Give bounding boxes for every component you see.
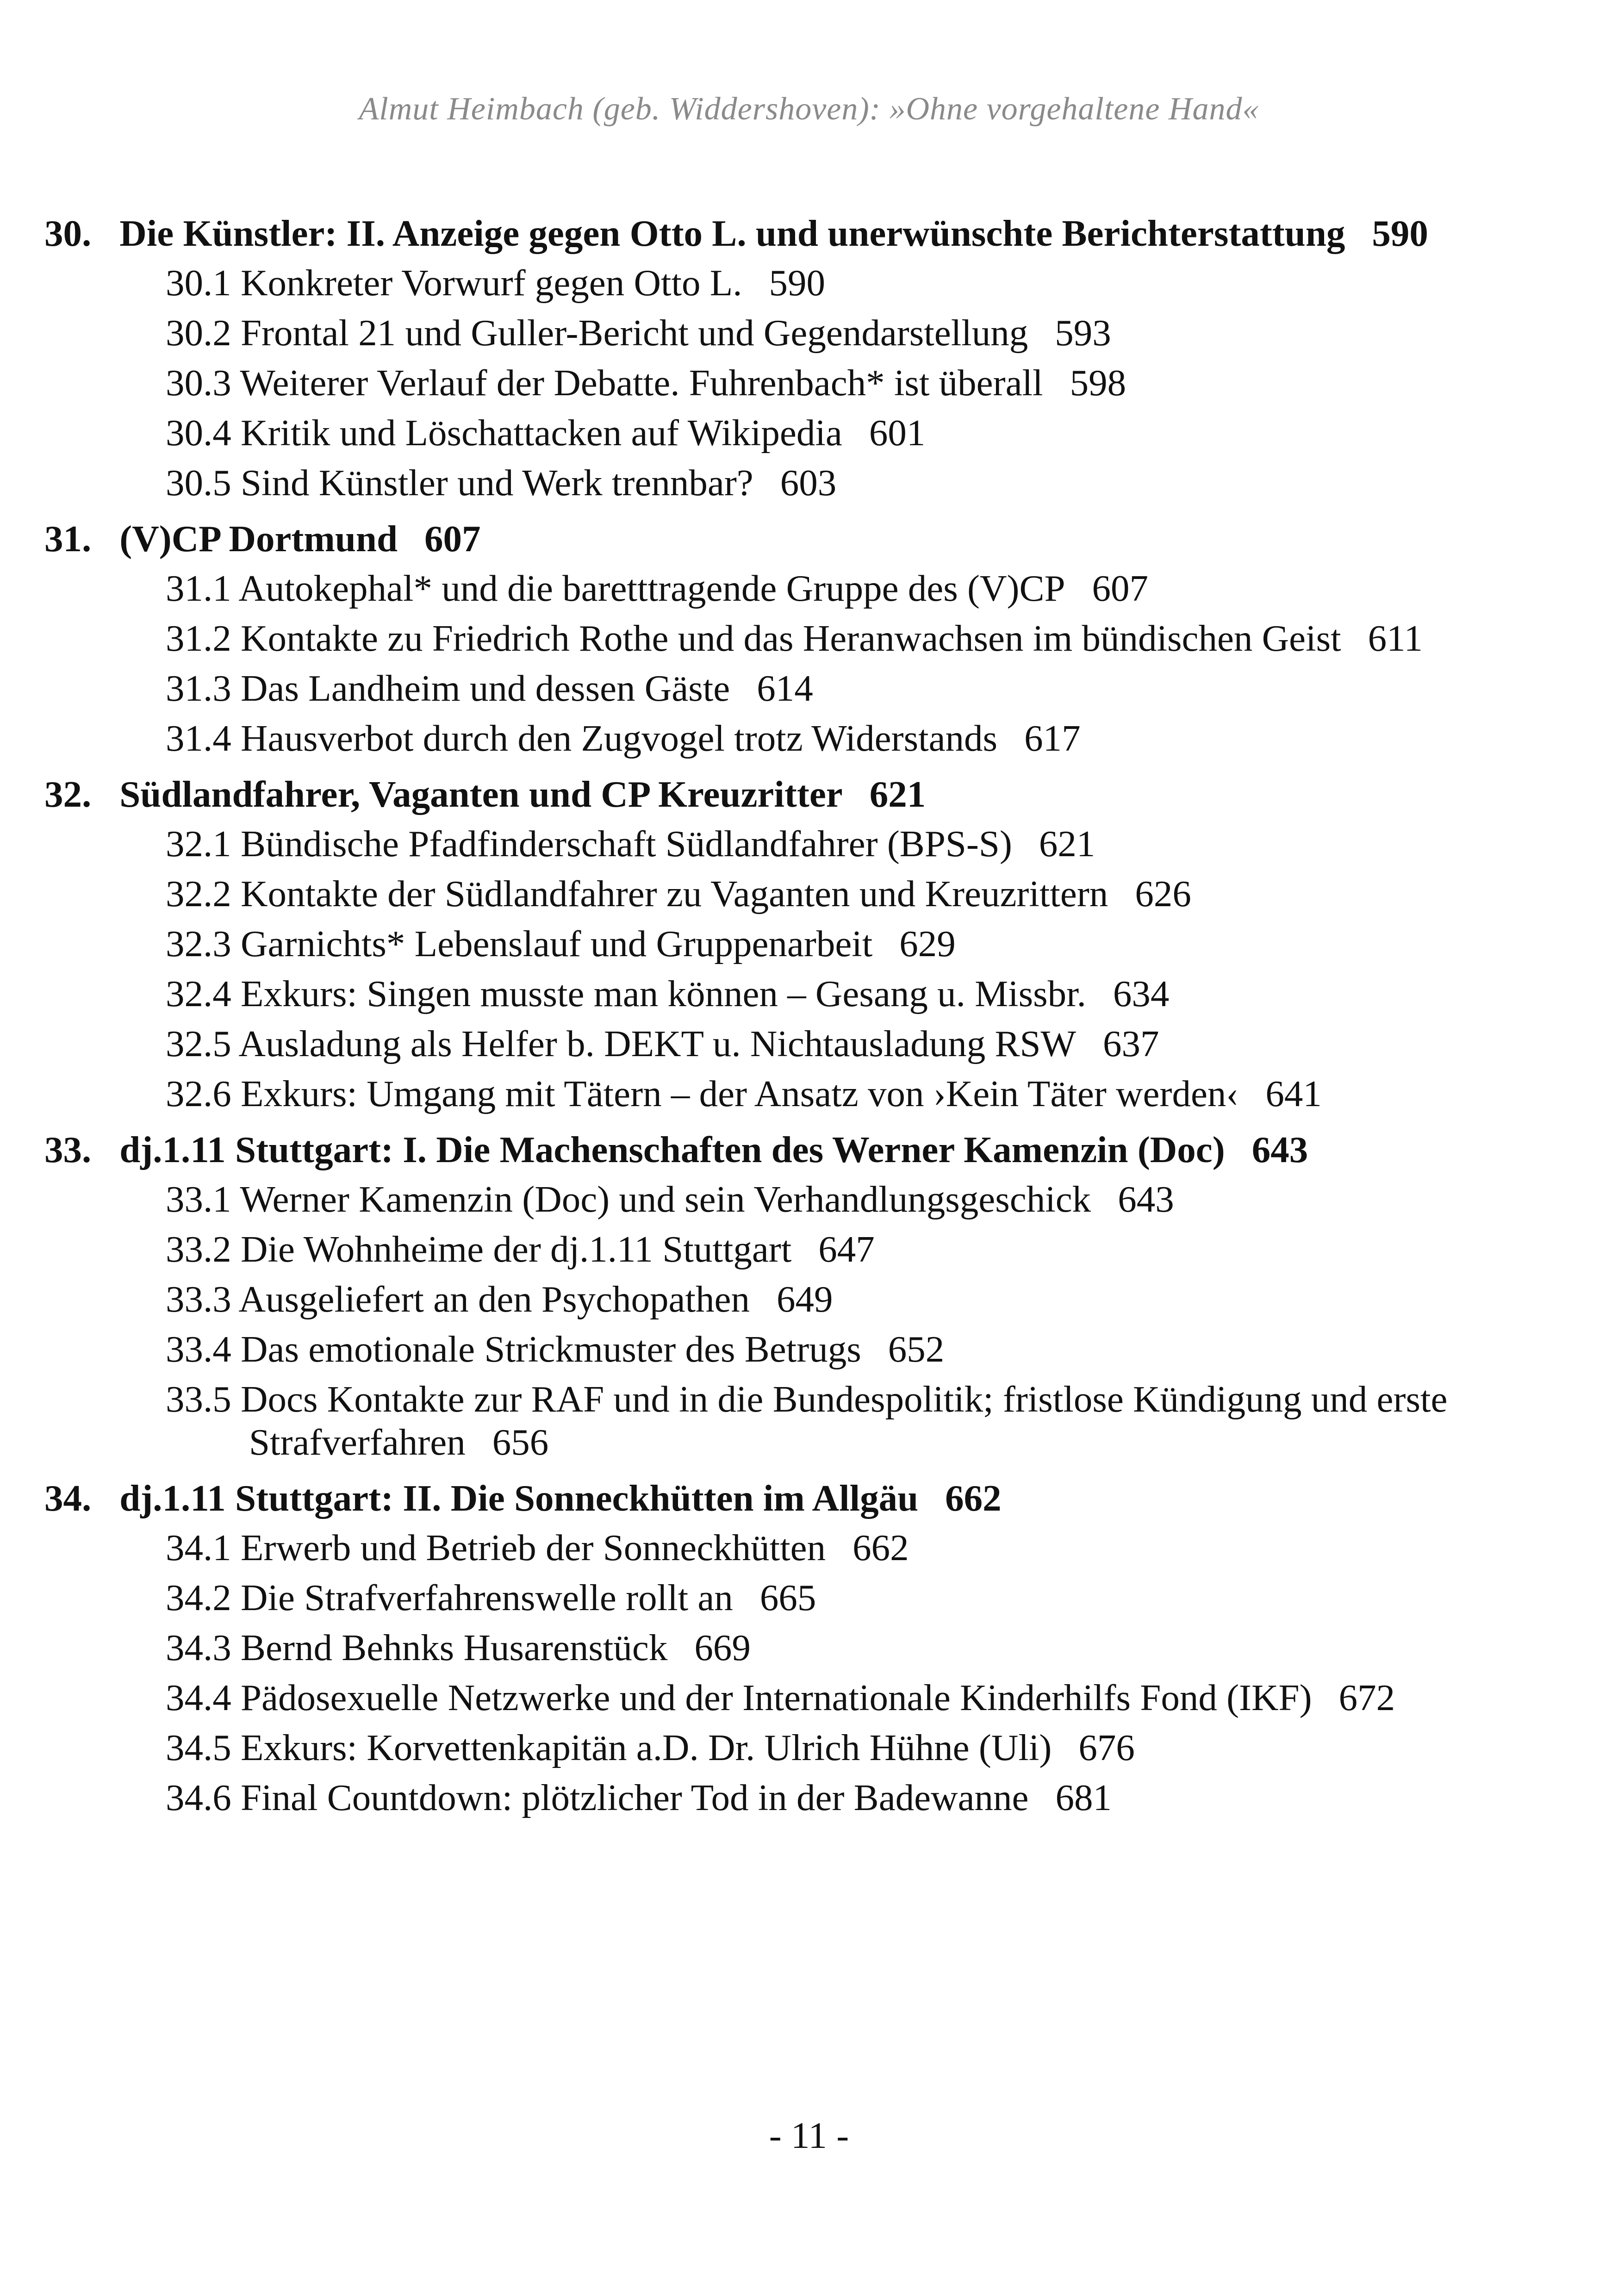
section-number: 33.3 (166, 1278, 231, 1320)
section-title: Sind Künstler und Werk trennbar? (241, 462, 753, 504)
section-number: 33.5 (166, 1378, 231, 1420)
toc-entry (110, 822, 1545, 865)
section-number: 32.3 (166, 923, 231, 964)
toc-entry (110, 1726, 1545, 1769)
toc-entry (110, 1072, 1545, 1115)
section-title: Exkurs: Korvettenkapitän a.D. Dr. Ulrich Hühne (Uli) (241, 1727, 1052, 1768)
section-page: 643 (1118, 1178, 1174, 1220)
section-page: 621 (1039, 823, 1095, 865)
toc-chapter-31 (44, 517, 1545, 760)
section-number: 30.2 (166, 312, 231, 354)
toc-entry (110, 972, 1545, 1015)
section-title: Autokephal* und die baretttragende Gruppe des (V)CP (238, 567, 1065, 609)
section-page: 672 (1338, 1677, 1395, 1718)
section-number: 33.4 (166, 1328, 231, 1370)
toc-entry (110, 361, 1545, 404)
section-number: 34.6 (166, 1777, 231, 1818)
section-number: 30.3 (166, 362, 231, 404)
section-page: 634 (1113, 973, 1170, 1014)
section-list (110, 567, 1545, 760)
section-title: Exkurs: Singen musste man können – Gesang u. Missbr. (241, 973, 1086, 1014)
section-list (110, 261, 1545, 504)
section-number: 32.1 (166, 823, 231, 865)
chapter-page: 590 (1372, 212, 1428, 254)
section-page: 647 (818, 1228, 875, 1270)
page-number: - 11 - (769, 2115, 849, 2156)
section-number: 32.2 (166, 873, 231, 915)
section-page: 676 (1078, 1727, 1135, 1768)
section-page: 611 (1368, 617, 1423, 659)
chapter-title: dj.1.11 Stuttgart: II. Die Sonneckhütten im Allgäu (119, 1477, 919, 1519)
section-page: 662 (853, 1527, 909, 1568)
section-number: 31.3 (166, 667, 231, 709)
toc-entry (110, 311, 1545, 355)
chapter-title: (V)CP Dortmund (119, 518, 398, 560)
section-title: Garnichts* Lebenslauf und Gruppenarbeit (241, 923, 873, 964)
section-number: 30.4 (166, 412, 231, 454)
running-header: Almut Heimbach (geb. Widdershoven): »Ohne vorgehaltene Hand« (359, 91, 1259, 127)
section-page: 607 (1092, 567, 1149, 609)
toc-entry (110, 1576, 1545, 1619)
section-number: 34.4 (166, 1677, 231, 1718)
section-page: 603 (780, 462, 837, 504)
section-page: 681 (1055, 1777, 1112, 1818)
chapter-title: Die Künstler: II. Anzeige gegen Otto L. und unerwünschte Berichterstattung (119, 212, 1345, 254)
section-title: Hausverbot durch den Zugvogel trotz Widerstands (241, 717, 998, 759)
toc-entry (110, 1526, 1545, 1569)
section-number: 32.6 (166, 1073, 231, 1114)
section-page: 593 (1055, 312, 1111, 354)
toc-chapter-33 (44, 1128, 1545, 1464)
section-number: 32.5 (166, 1023, 231, 1064)
chapter-heading: 32. Südlandfahrer, Vaganten und CP Kreuzritter 621 (44, 773, 926, 815)
toc-entry (110, 1776, 1545, 1819)
toc-entry (110, 1228, 1545, 1271)
section-list (110, 822, 1545, 1115)
toc-entry (110, 1328, 1545, 1371)
section-number: 33.1 (166, 1178, 231, 1220)
toc-entry (110, 1676, 1545, 1719)
chapter-heading: 30. Die Künstler: II. Anzeige gegen Otto L. und unerwünschte Berichterstattung 590 (44, 212, 1428, 254)
section-title: Das Landheim und dessen Gäste (241, 667, 730, 709)
toc-chapter-34 (44, 1477, 1545, 1819)
section-title: Weiterer Verlauf der Debatte. Fuhrenbach* ist überall (240, 362, 1043, 404)
section-number: 31.4 (166, 717, 231, 759)
table-of-contents (44, 212, 1545, 1826)
section-number: 34.5 (166, 1727, 231, 1768)
section-title: Docs Kontakte zur RAF und in die Bundespolitik; fristlose Kündigung und erste Strafverfahren (241, 1378, 1448, 1463)
section-title: Pädosexuelle Netzwerke und der Internationale Kinderhilfs Fond (IKF) (241, 1677, 1312, 1718)
section-list (110, 1526, 1545, 1819)
chapter-heading: 31. (V)CP Dortmund 607 (44, 518, 481, 560)
section-title: Exkurs: Umgang mit Tätern – der Ansatz von ›Kein Täter werden‹ (241, 1073, 1239, 1114)
section-page: 629 (899, 923, 956, 964)
chapter-title: Südlandfahrer, Vaganten und CP Kreuzritter (119, 773, 843, 815)
section-title: Kontakte zu Friedrich Rothe und das Heranwachsen im bündischen Geist (241, 617, 1341, 659)
toc-entry (110, 567, 1545, 610)
section-title: Bündische Pfadfinderschaft Südlandfahrer (BPS-S) (241, 823, 1012, 865)
toc-entry (110, 411, 1545, 454)
section-title: Erwerb und Betrieb der Sonneckhütten (241, 1527, 826, 1568)
section-page: 665 (759, 1577, 816, 1618)
section-page: 641 (1265, 1073, 1322, 1114)
section-number: 34.1 (166, 1527, 231, 1568)
chapter-heading: 34. dj.1.11 Stuttgart: II. Die Sonneckhütten im Allgäu 662 (44, 1477, 1002, 1519)
section-title: Frontal 21 und Guller-Bericht und Gegendarstellung (241, 312, 1028, 354)
section-title: Die Strafverfahrenswelle rollt an (241, 1577, 733, 1618)
toc-entry (110, 1378, 1545, 1464)
chapter-title: dj.1.11 Stuttgart: I. Die Machenschaften des Werner Kamenzin (Doc) (119, 1129, 1225, 1170)
section-number: 31.1 (166, 567, 231, 609)
section-title: Kontakte der Südlandfahrer zu Vaganten und Kreuzrittern (241, 873, 1108, 915)
section-title: Bernd Behnks Husarenstück (241, 1627, 668, 1668)
section-page: 637 (1102, 1023, 1159, 1064)
section-number: 34.3 (166, 1627, 231, 1668)
section-title: Die Wohnheime der dj.1.11 Stuttgart (241, 1228, 792, 1270)
section-page: 656 (492, 1421, 549, 1463)
section-number: 31.2 (166, 617, 231, 659)
section-title: Final Countdown: plötzlicher Tod in der Badewanne (241, 1777, 1029, 1818)
section-number: 33.2 (166, 1228, 231, 1270)
section-page: 652 (888, 1328, 945, 1370)
section-title: Das emotionale Strickmuster des Betrugs (241, 1328, 861, 1370)
toc-chapter-32 (44, 773, 1545, 1115)
chapter-page: 621 (869, 773, 926, 815)
section-list (110, 1178, 1545, 1464)
section-title: Konkreter Vorwurf gegen Otto L. (241, 262, 742, 304)
toc-entry (110, 667, 1545, 710)
section-page: 626 (1135, 873, 1191, 915)
toc-entry (110, 1022, 1545, 1065)
section-page: 598 (1070, 362, 1126, 404)
section-page: 649 (776, 1278, 833, 1320)
chapter-page: 643 (1251, 1129, 1308, 1170)
section-page: 601 (869, 412, 926, 454)
section-title: Werner Kamenzin (Doc) und sein Verhandlungsgeschick (240, 1178, 1091, 1220)
toc-entry (110, 1178, 1545, 1221)
section-number: 34.2 (166, 1577, 231, 1618)
chapter-heading: 33. dj.1.11 Stuttgart: I. Die Machenschaften des Werner Kamenzin (Doc) 643 (44, 1129, 1308, 1170)
toc-entry (110, 1626, 1545, 1669)
section-title: Ausgeliefert an den Psychopathen (238, 1278, 750, 1320)
section-number: 30.1 (166, 262, 231, 304)
section-page: 614 (757, 667, 813, 709)
toc-entry (110, 261, 1545, 305)
section-page: 590 (769, 262, 825, 304)
section-title: Ausladung als Helfer b. DEKT u. Nichtausladung RSW (238, 1023, 1076, 1064)
section-title: Kritik und Löschattacken auf Wikipedia (241, 412, 842, 454)
toc-entry (110, 461, 1545, 504)
toc-chapter-30 (44, 212, 1545, 504)
section-page: 669 (694, 1627, 751, 1668)
toc-entry (110, 922, 1545, 965)
toc-entry (110, 717, 1545, 760)
section-page: 617 (1024, 717, 1081, 759)
chapter-page: 607 (424, 518, 481, 560)
toc-entry (110, 1278, 1545, 1321)
toc-entry (110, 872, 1545, 915)
chapter-page: 662 (945, 1477, 1002, 1519)
toc-entry (110, 617, 1545, 660)
section-number: 30.5 (166, 462, 231, 504)
section-number: 32.4 (166, 973, 231, 1014)
